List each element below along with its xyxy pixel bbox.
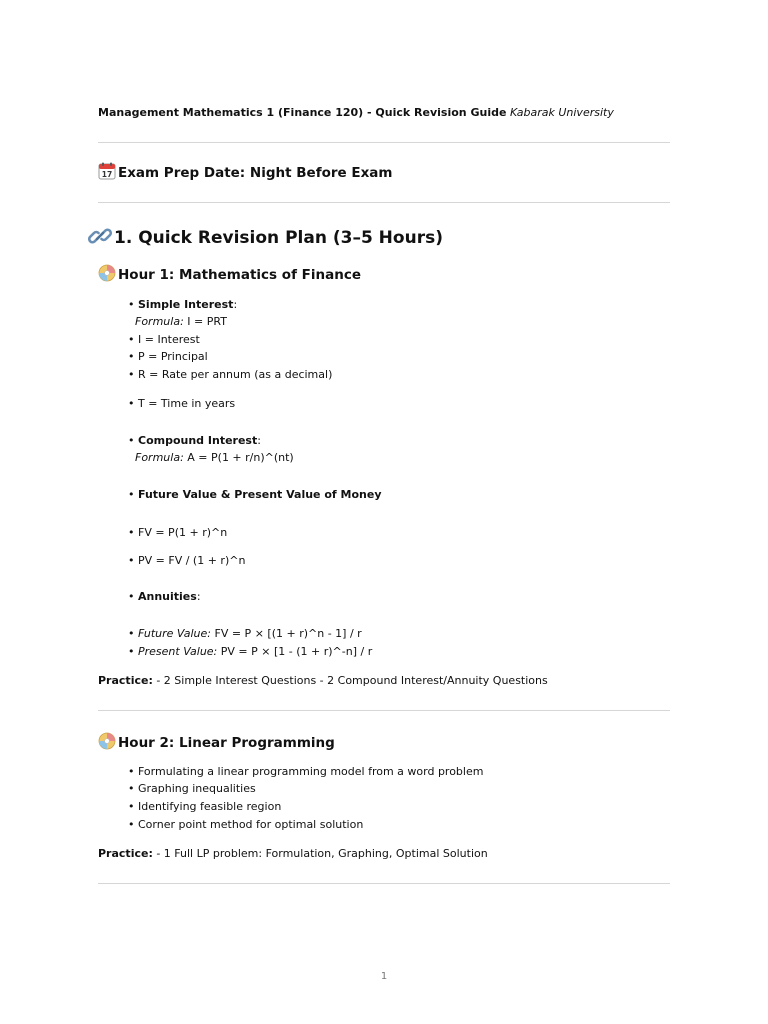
list-item: • Graphing inequalities [128,782,256,795]
section-title: 1. Quick Revision Plan (3–5 Hours) [114,228,443,248]
list-item: • P = Principal [128,350,208,363]
formula-line: Formula: A = P(1 + r/n)^(nt) [135,451,294,464]
list-item: • Compound Interest: [128,434,261,447]
list-item: • Future Value: FV = P × [(1 + r)^n - 1] / r [128,627,362,640]
list-item: • I = Interest [128,333,200,346]
list-item: • Present Value: PV = P × [1 - (1 + r)^-n] / r [128,645,373,658]
svg-text:17: 17 [101,170,113,179]
divider [98,883,670,884]
section-heading [88,224,443,248]
list-item: • Simple Interest: [128,298,238,311]
list-item: • Future Value & Present Value of Money [128,488,382,501]
list-item: • Annuities: [128,590,201,603]
list-item: • PV = FV / (1 + r)^n [128,554,246,567]
document-title: Management Mathematics 1 (Finance 120) - Quick Revision Guide [98,106,507,119]
link-icon [88,224,112,248]
list-item: • Corner point method for optimal solution [128,818,364,831]
hour2-title: Hour 2: Linear Programming [118,735,335,751]
list-item: • R = Rate per annum (as a decimal) [128,368,333,381]
hour1-title: Hour 1: Mathematics of Finance [118,267,361,283]
practice-line: Practice: - 1 Full LP problem: Formulation, Graphing, Optimal Solution [98,847,488,860]
divider [98,710,670,711]
disc-icon [98,264,116,282]
formula-line: Formula: I = PRT [135,315,227,328]
practice-line: Practice: - 2 Simple Interest Questions - 2 Compound Interest/Annuity Questions [98,674,548,687]
list-item: • FV = P(1 + r)^n [128,526,228,539]
exam-date-heading [98,162,392,181]
calendar-icon [98,162,116,180]
document-header [98,106,614,119]
divider [98,142,670,143]
hour2-heading [98,732,335,751]
list-item: • Formulating a linear programming model from a word problem [128,765,484,778]
list-item: • T = Time in years [128,397,236,410]
exam-date-label: Exam Prep Date: Night Before Exam [118,165,393,181]
page-number: 1 [380,971,388,982]
list-item: • Identifying feasible region [128,800,282,813]
divider [98,202,670,203]
hour1-heading [98,264,361,283]
disc-icon [98,732,116,750]
institution-name: Kabarak University [509,106,614,119]
